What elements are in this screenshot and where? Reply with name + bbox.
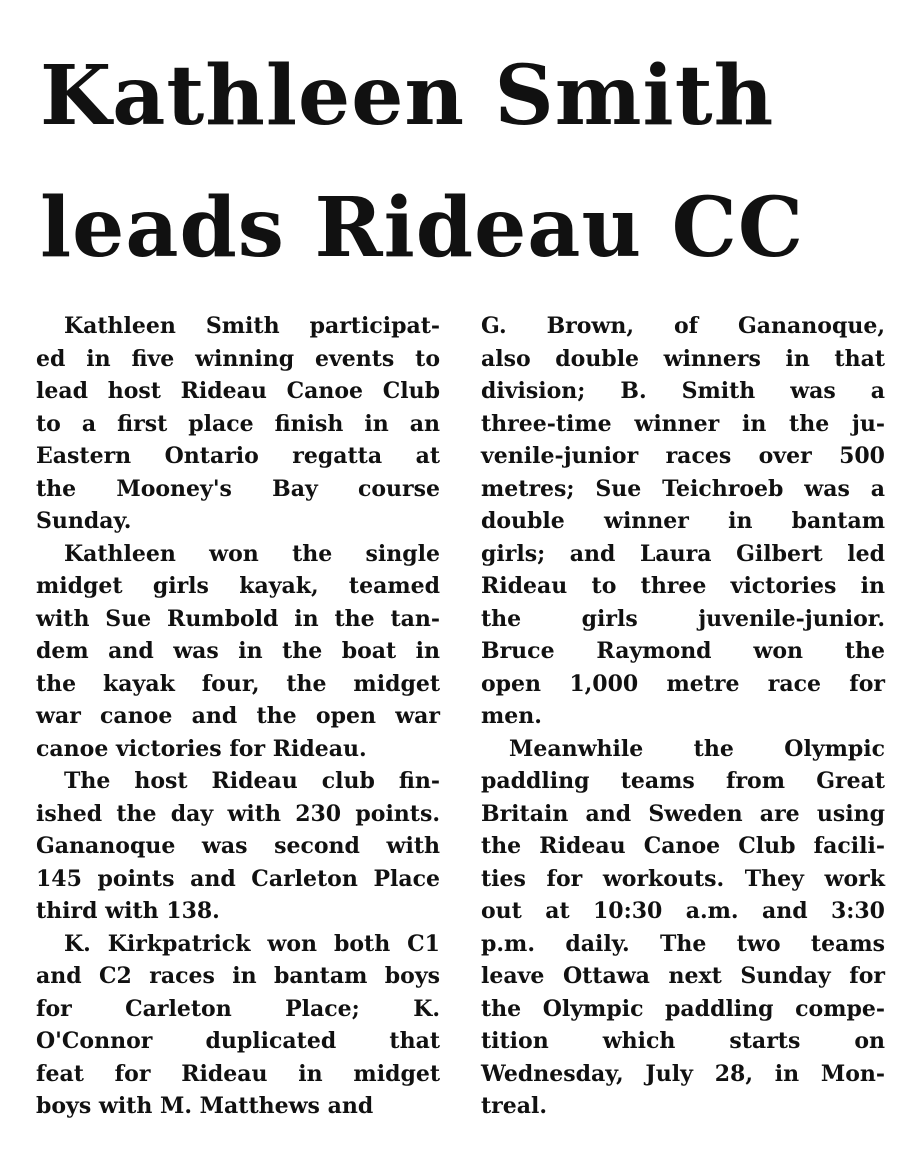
text-line: Eastern Ontario regatta at (36, 443, 440, 469)
paragraph (481, 310, 885, 733)
text-line: feat for Rideau in midget (36, 1060, 440, 1087)
text-line: treal. (481, 1093, 548, 1119)
text-line: metres; Sue Teichroeb was a (481, 475, 885, 502)
article-column-left (36, 310, 440, 1123)
paragraph (481, 733, 885, 1123)
text-line: third with 138. (36, 898, 220, 924)
text-line: Wednesday, July 28, in Mon- (481, 1060, 885, 1087)
text-line: tition which starts on (481, 1028, 885, 1054)
headline-line-1: Kathleen Smith (40, 48, 775, 144)
text-line: O'Connor duplicated that (36, 1028, 440, 1054)
text-line: ties for workouts. They work (481, 865, 885, 892)
text-line: venile-junior races over 500 (481, 443, 885, 469)
text-line: Sunday. (36, 508, 132, 534)
text-line: the Olympic paddling compe- (481, 995, 885, 1022)
text-line: to a first place finish in an (36, 410, 440, 437)
text-line: the kayak four, the midget (36, 670, 440, 697)
text-line: G. Brown, of Gananoque, (481, 313, 885, 339)
text-line: for Carleton Place; K. (36, 995, 440, 1022)
text-line: double winner in bantam (481, 508, 885, 534)
text-line: Gananoque was second with (36, 833, 440, 859)
text-line: K. Kirkpatrick won both C1 (64, 930, 440, 957)
text-line: paddling teams from Great (481, 768, 885, 794)
text-line: girls; and Laura Gilbert led (481, 540, 885, 567)
text-line: Kathleen Smith participat- (64, 313, 440, 339)
text-line: 145 points and Carleton Place (36, 865, 440, 892)
text-line: and C2 races in bantam boys (36, 963, 440, 989)
text-line: Kathleen won the single (64, 540, 440, 567)
paragraph (36, 928, 440, 1123)
text-line: division; B. Smith was a (481, 378, 885, 404)
text-line: war canoe and the open war (36, 703, 440, 729)
text-line: lead host Rideau Canoe Club (36, 378, 440, 404)
text-line: men. (481, 703, 542, 729)
article-column-right (481, 310, 885, 1123)
text-line: out at 10:30 a.m. and 3:30 (481, 898, 885, 924)
text-line: the Mooney's Bay course (36, 475, 440, 502)
text-line: boys with M. Matthews and (36, 1093, 374, 1119)
text-line: Meanwhile the Olympic (509, 735, 885, 762)
paragraph (36, 765, 440, 928)
text-line: open 1,000 metre race for (481, 670, 885, 697)
text-line: dem and was in the boat in (36, 638, 440, 664)
text-line: ed in five winning events to (36, 345, 440, 372)
text-line: Rideau to three victories in (481, 573, 885, 599)
text-line: leave Ottawa next Sunday for (481, 963, 885, 989)
text-line: with Sue Rumbold in the tan- (36, 605, 440, 632)
text-line: Britain and Sweden are using (481, 800, 885, 827)
headline-line-2: leads Rideau CC (40, 180, 805, 276)
text-line: the girls juvenile-junior. (481, 605, 885, 632)
text-line: ished the day with 230 points. (36, 800, 440, 827)
headline (40, 30, 900, 294)
paragraph (36, 310, 440, 538)
text-line: Bruce Raymond won the (481, 638, 885, 664)
text-line: the Rideau Canoe Club facili- (481, 833, 885, 859)
paragraph (36, 538, 440, 766)
text-line: The host Rideau club fin- (64, 768, 440, 794)
text-line: three-time winner in the ju- (481, 410, 885, 437)
text-line: midget girls kayak, teamed (36, 573, 440, 599)
text-line: p.m. daily. The two teams (481, 930, 885, 957)
text-line: also double winners in that (481, 345, 885, 372)
text-line: canoe victories for Rideau. (36, 735, 367, 762)
